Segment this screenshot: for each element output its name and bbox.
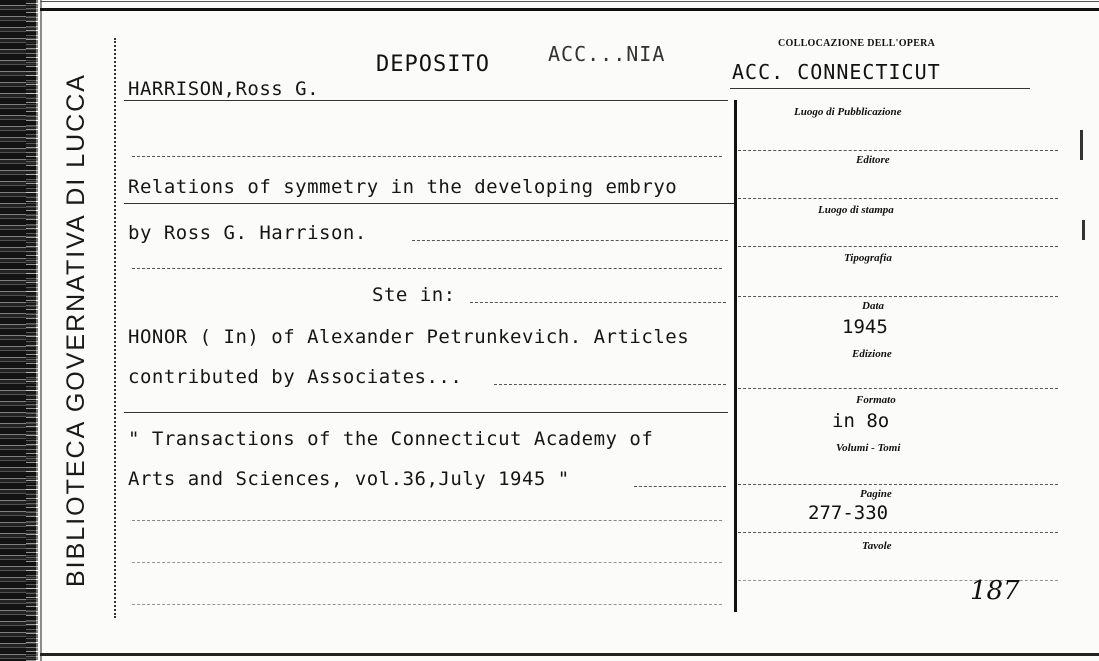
luogo-stampa-label: Luogo di stampa [818,204,894,216]
collocazione-label: COLLOCAZIONE DELL'OPERA [778,38,936,49]
handwritten-mark: 187 [970,576,1020,606]
card-left-border [40,0,42,661]
title-rule-1 [124,203,734,204]
blank-rule-1 [132,156,722,157]
honor-line-1: HONOR ( In) of Alexander Petrunkevich. Articles [128,326,690,348]
tipografia-label: Tipografia [844,252,892,264]
formato-value: in 8o [832,410,890,432]
right-edge-tick [1082,220,1085,240]
title-rule-2 [412,240,728,241]
top-border [40,8,1099,11]
data-value: 1945 [842,316,888,338]
stamp-deposito: DEPOSITO [376,52,490,77]
collocazione-value: ACC. CONNECTICUT [732,60,941,84]
transactions-rule [634,486,726,487]
formato-label: Formato [856,394,896,406]
blank-rule-5 [132,562,722,563]
blank-rule-4 [132,520,722,521]
pagine-value: 277-330 [808,502,889,524]
right-panel-border [734,100,737,612]
volumi-tomi-label: Volumi - Tomi [836,442,901,454]
pagine-label: Pagine [860,488,892,500]
scan-edge-noise [26,0,38,661]
luogo-pubblicazione-rule [738,150,1058,151]
edizione-label: Edizione [852,348,892,360]
collocazione-rule [730,88,1030,89]
luogo-pubblicazione-label: Luogo di Pubblicazione [794,106,902,118]
author-rule [124,100,728,101]
blank-rule-3 [124,412,728,413]
data-label: Data [862,300,884,312]
luogo-stampa-rule [738,246,1058,247]
editore-rule [738,198,1058,199]
bottom-border [40,653,1099,656]
blank-rule-6 [132,604,722,605]
top-border-thin [40,1,1099,2]
right-edge-tick [1080,130,1083,160]
ste-in-rule [470,302,726,303]
honor-rule [494,384,726,385]
title-line-1: Relations of symmetry in the developing embryo [128,176,678,198]
volumi-tomi-rule [738,484,1058,485]
title-line-2: by Ross G. Harrison. [128,222,367,244]
left-margin-line [114,38,116,618]
blank-rule-2 [132,268,722,269]
stamp-accademia: ACC...NIA [548,42,666,66]
honor-line-2: contributed by Associates... [128,366,463,388]
pagine-rule [738,532,1058,533]
author: HARRISON,Ross G. [128,78,320,100]
tipografia-rule [738,296,1058,297]
transactions-line-2: Arts and Sciences, vol.36,July 1945 " [128,468,570,490]
ste-in: Ste in: [372,284,456,306]
editore-label: Editore [856,154,890,166]
edizione-rule [738,388,1058,389]
transactions-line-1: " Transactions of the Connecticut Academy of [128,428,654,450]
tavole-label: Tavole [862,540,892,552]
library-name-vertical: BIBLIOTECA GOVERNATIVA DI LUCCA [62,73,90,587]
